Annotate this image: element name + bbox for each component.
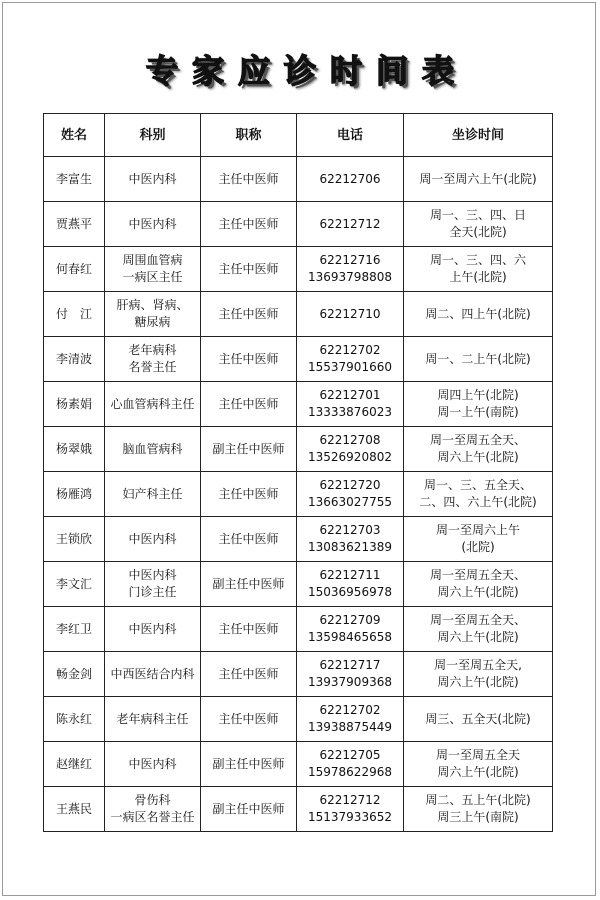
job-title-cell: 主任中医师 xyxy=(201,652,297,697)
clinic-time-cell xyxy=(404,382,553,427)
phone-cell xyxy=(297,742,404,787)
department-cell xyxy=(105,697,201,742)
clinic-time-cell-line: 全天(北院) xyxy=(449,225,507,239)
department-cell-line: 名誉主任 xyxy=(128,360,177,374)
department-cell xyxy=(105,652,201,697)
table-row xyxy=(44,292,553,337)
phone-cell-line: 62212708 xyxy=(319,433,381,447)
table-row xyxy=(44,742,553,787)
phone-cell-line: 13663027755 xyxy=(308,495,392,509)
department-cell-line: 中医内科 xyxy=(128,531,177,546)
clinic-time-cell xyxy=(404,742,553,787)
doctor-name-cell: 王锁欣 xyxy=(44,517,105,562)
clinic-time-cell-line: 上午(北院) xyxy=(449,270,507,284)
department-cell-line: 中医内科 xyxy=(128,756,177,771)
job-title-cell: 主任中医师 xyxy=(201,292,297,337)
table-row xyxy=(44,202,553,247)
clinic-time-cell-line: 周一至周六上午(北院) xyxy=(419,171,537,186)
clinic-time-cell-line: 周六上午(北院) xyxy=(437,765,519,779)
phone-cell xyxy=(297,607,404,652)
clinic-time-cell-line: 周六上午(北院) xyxy=(437,630,519,644)
clinic-time-cell xyxy=(404,157,553,202)
phone-cell-line: 13693798808 xyxy=(308,270,392,284)
job-title-cell: 副主任中医师 xyxy=(201,427,297,472)
department-cell xyxy=(105,337,201,382)
phone-cell-line: 62212720 xyxy=(319,478,381,492)
doctor-name-cell: 赵继红 xyxy=(44,742,105,787)
phone-cell-line: 13333876023 xyxy=(308,405,392,419)
clinic-time-cell-line: 二、四、六上午(北院) xyxy=(419,495,537,509)
department-cell xyxy=(105,562,201,607)
department-cell-line: 心血管病科主任 xyxy=(110,396,195,411)
department-cell-line: 糖尿病 xyxy=(134,315,171,329)
clinic-time-cell xyxy=(404,472,553,517)
phone-cell-line: 15978622968 xyxy=(308,765,392,779)
phone-cell-line: 62212717 xyxy=(319,658,381,672)
job-title-cell: 主任中医师 xyxy=(201,472,297,517)
clinic-time-cell-line: 周一至周六上午 xyxy=(435,523,520,537)
phone-cell-line: 62212705 xyxy=(319,748,381,762)
department-cell-line: 妇产科主任 xyxy=(122,486,183,501)
clinic-time-cell-line: 周六上午(北院) xyxy=(437,675,519,689)
header-dept: 科别 xyxy=(105,114,201,157)
doctor-name-cell: 李红卫 xyxy=(44,607,105,652)
department-cell-line: 周围血管病 xyxy=(122,253,183,267)
phone-cell-line: 62212701 xyxy=(319,388,381,402)
job-title-cell: 副主任中医师 xyxy=(201,787,297,832)
phone-cell xyxy=(297,382,404,427)
phone-cell xyxy=(297,247,404,292)
header-title: 职称 xyxy=(201,114,297,157)
header-phone: 电话 xyxy=(297,114,404,157)
phone-cell xyxy=(297,652,404,697)
table-row xyxy=(44,337,553,382)
doctor-name-cell: 贾燕平 xyxy=(44,202,105,247)
phone-cell-line: 62212702 xyxy=(319,343,381,357)
clinic-time-cell-line: 周一上午(南院) xyxy=(437,405,519,419)
job-title-cell: 主任中医师 xyxy=(201,607,297,652)
department-cell xyxy=(105,202,201,247)
department-cell-line: 门诊主任 xyxy=(128,585,177,599)
clinic-time-cell-line: 周六上午(北院) xyxy=(437,450,519,464)
job-title-cell: 主任中医师 xyxy=(201,202,297,247)
job-title-cell: 副主任中医师 xyxy=(201,742,297,787)
job-title-cell: 副主任中医师 xyxy=(201,562,297,607)
department-cell-line: 中医内科 xyxy=(128,621,177,636)
doctor-name-cell: 李富生 xyxy=(44,157,105,202)
header-time: 坐诊时间 xyxy=(404,114,553,157)
phone-cell-line: 13598465658 xyxy=(308,630,392,644)
phone-cell-line: 15537901660 xyxy=(308,360,392,374)
phone-cell-line: 62212703 xyxy=(319,523,381,537)
phone-cell-line: 13937909368 xyxy=(308,675,392,689)
phone-cell-line: 15036956978 xyxy=(308,585,392,599)
phone-cell xyxy=(297,202,404,247)
clinic-time-cell-line: 周四上午(北院) xyxy=(437,388,519,402)
doctor-name-cell: 李文汇 xyxy=(44,562,105,607)
clinic-time-cell-line: 周一、三、五全天、 xyxy=(423,478,532,492)
department-cell-line: 中医内科 xyxy=(128,216,177,231)
doctor-name-cell: 杨雁鸿 xyxy=(44,472,105,517)
department-cell xyxy=(105,607,201,652)
phone-cell-line: 13083621389 xyxy=(308,540,392,554)
department-cell xyxy=(105,292,201,337)
job-title-cell: 主任中医师 xyxy=(201,157,297,202)
clinic-time-cell-line: 周二、五上午(北院) xyxy=(425,793,531,807)
clinic-time-cell-line: 周一至周五全天、 xyxy=(429,613,526,627)
clinic-time-cell-line: (北院) xyxy=(461,540,495,554)
doctor-name-cell: 王燕民 xyxy=(44,787,105,832)
department-cell-line: 肝病、肾病、 xyxy=(116,298,189,312)
page-title: 专家应诊时间表 xyxy=(145,52,468,90)
phone-cell-line: 62212712 xyxy=(319,793,381,807)
phone-cell-line: 13938875449 xyxy=(308,720,392,734)
phone-cell-line: 62212711 xyxy=(319,568,381,582)
job-title-cell: 主任中医师 xyxy=(201,382,297,427)
clinic-time-cell-line: 周三上午(南院) xyxy=(437,810,519,824)
department-cell-line: 中医内科 xyxy=(128,568,177,582)
table-row xyxy=(44,652,553,697)
table-row xyxy=(44,157,553,202)
department-cell-line: 一病区名誉主任 xyxy=(110,810,195,824)
clinic-time-cell xyxy=(404,652,553,697)
clinic-time-cell xyxy=(404,427,553,472)
job-title-cell: 主任中医师 xyxy=(201,697,297,742)
header-name: 姓名 xyxy=(44,114,105,157)
phone-cell xyxy=(297,427,404,472)
clinic-time-cell xyxy=(404,292,553,337)
department-cell-line: 一病区主任 xyxy=(122,270,183,284)
department-cell xyxy=(105,382,201,427)
clinic-time-cell-line: 周二、四上午(北院) xyxy=(425,306,531,321)
table-row xyxy=(44,247,553,292)
department-cell-line: 骨伤科 xyxy=(134,793,171,807)
phone-cell-line: 62212710 xyxy=(319,306,381,321)
header-row xyxy=(44,114,553,157)
clinic-time-cell-line: 周一、二上午(北院) xyxy=(425,351,531,366)
clinic-time-cell xyxy=(404,697,553,742)
table-row xyxy=(44,787,553,832)
table-row xyxy=(44,607,553,652)
clinic-time-cell-line: 周一、三、四、日 xyxy=(429,208,526,222)
phone-cell xyxy=(297,292,404,337)
job-title-cell: 主任中医师 xyxy=(201,517,297,562)
table-row xyxy=(44,472,553,517)
phone-cell xyxy=(297,787,404,832)
department-cell xyxy=(105,427,201,472)
table-row xyxy=(44,697,553,742)
doctor-name-cell: 杨素娟 xyxy=(44,382,105,427)
phone-cell xyxy=(297,337,404,382)
phone-cell xyxy=(297,157,404,202)
clinic-time-cell xyxy=(404,247,553,292)
job-title-cell: 主任中医师 xyxy=(201,247,297,292)
table-body xyxy=(44,157,553,832)
phone-cell xyxy=(297,517,404,562)
doctor-name-cell: 陈永红 xyxy=(44,697,105,742)
clinic-time-cell-line: 周一至周五全天 xyxy=(435,748,520,762)
department-cell-line: 中医内科 xyxy=(128,171,177,186)
doctor-name-cell: 李清波 xyxy=(44,337,105,382)
department-cell xyxy=(105,742,201,787)
phone-cell-line: 62212712 xyxy=(319,216,381,231)
phone-cell-line: 62212709 xyxy=(319,613,381,627)
department-cell-line: 老年病科主任 xyxy=(116,711,189,726)
table-row xyxy=(44,427,553,472)
phone-cell xyxy=(297,697,404,742)
department-cell xyxy=(105,472,201,517)
phone-cell-line: 62212702 xyxy=(319,703,381,717)
department-cell xyxy=(105,157,201,202)
department-cell xyxy=(105,517,201,562)
phone-cell xyxy=(297,472,404,517)
clinic-time-cell-line: 周六上午(北院) xyxy=(437,585,519,599)
department-cell-line: 老年病科 xyxy=(128,343,177,357)
doctor-name-cell: 畅金剑 xyxy=(44,652,105,697)
doctor-name-cell: 付 江 xyxy=(44,292,105,337)
clinic-time-cell xyxy=(404,607,553,652)
clinic-time-cell-line: 周一至周五全天, xyxy=(434,658,522,672)
phone-cell-line: 15137933652 xyxy=(308,810,392,824)
clinic-time-cell xyxy=(404,562,553,607)
phone-cell xyxy=(297,562,404,607)
clinic-time-cell-line: 周一至周五全天、 xyxy=(429,433,526,447)
clinic-time-cell xyxy=(404,787,553,832)
clinic-time-cell xyxy=(404,202,553,247)
department-cell xyxy=(105,247,201,292)
clinic-time-cell-line: 周三、五全天(北院) xyxy=(425,711,531,726)
phone-cell-line: 62212706 xyxy=(319,171,381,186)
phone-cell-line: 62212716 xyxy=(319,253,381,267)
table-row xyxy=(44,517,553,562)
clinic-time-cell-line: 周一至周五全天、 xyxy=(429,568,526,582)
doctor-name-cell: 何春红 xyxy=(44,247,105,292)
table-row xyxy=(44,382,553,427)
expert-schedule-table xyxy=(43,113,553,832)
job-title-cell: 主任中医师 xyxy=(201,337,297,382)
department-cell-line: 中西医结合内科 xyxy=(110,666,195,681)
doctor-name-cell: 杨翠娥 xyxy=(44,427,105,472)
clinic-time-cell-line: 周一、三、四、六 xyxy=(429,253,526,267)
department-cell xyxy=(105,787,201,832)
department-cell-line: 脑血管病科 xyxy=(122,441,183,456)
table-row xyxy=(44,562,553,607)
phone-cell-line: 13526920802 xyxy=(308,450,392,464)
clinic-time-cell xyxy=(404,517,553,562)
clinic-time-cell xyxy=(404,337,553,382)
